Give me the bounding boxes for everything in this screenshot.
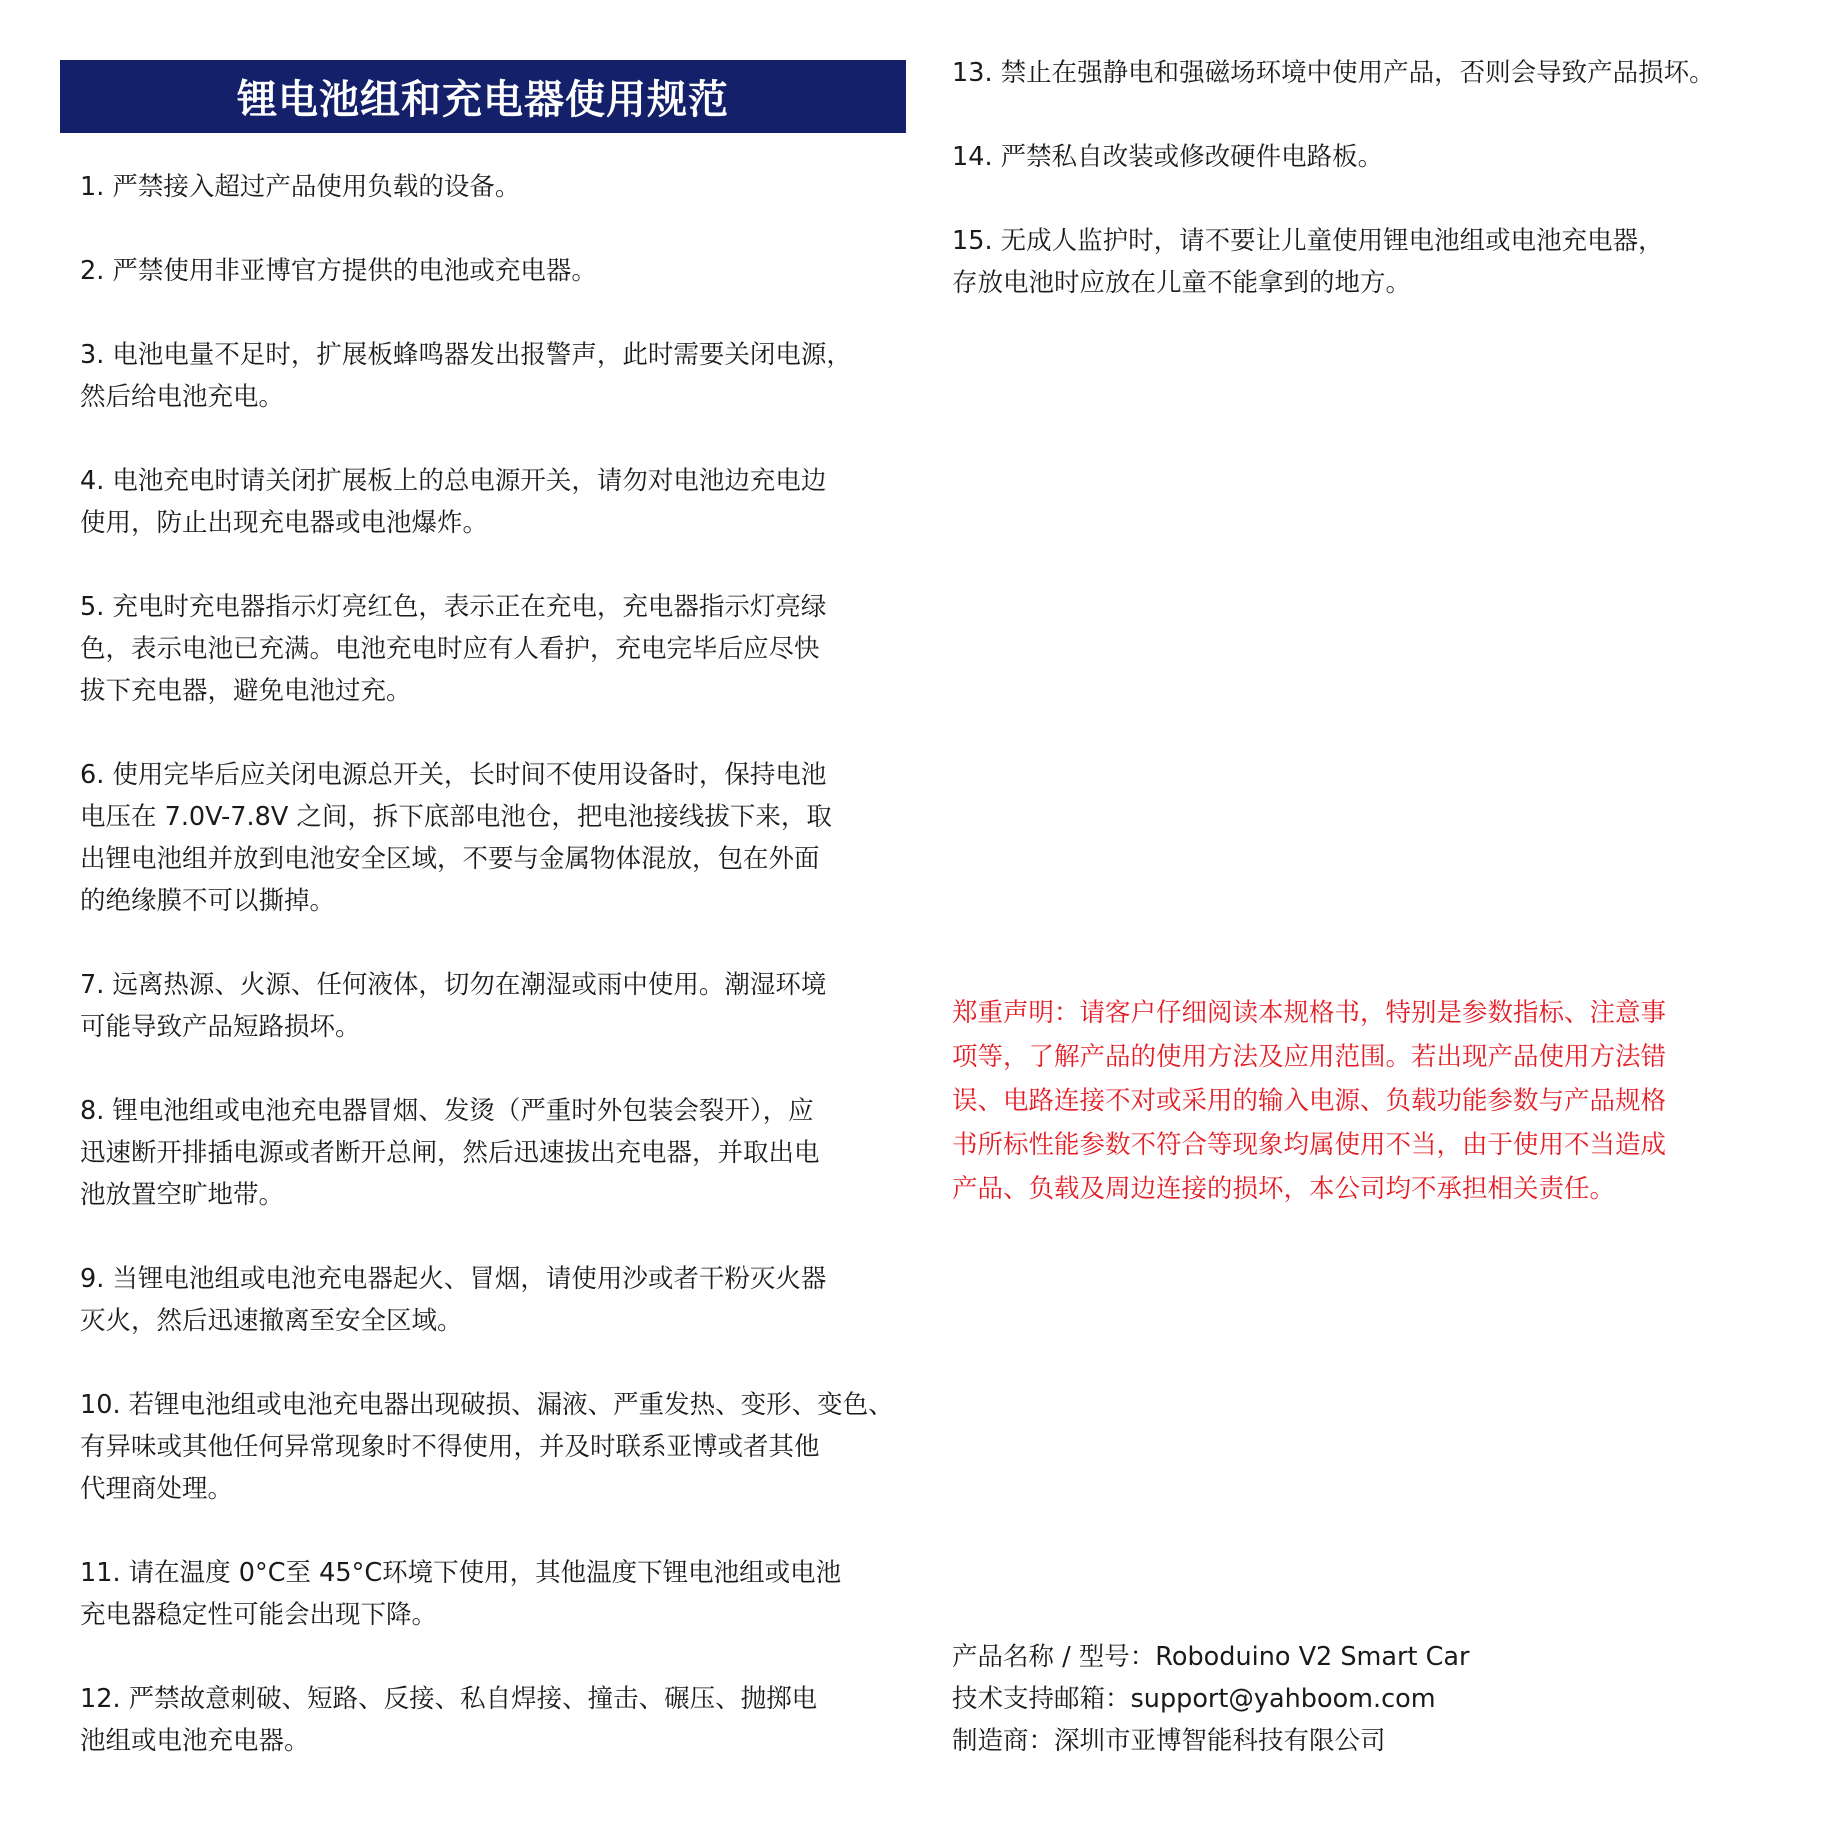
disclaimer-line: 产品、负载及周边连接的损坏，本公司均不承担相关责任。	[952, 1174, 1616, 1204]
rule-item	[80, 1678, 900, 1762]
rule-item	[80, 1258, 900, 1342]
rule-item	[80, 1552, 900, 1636]
rule-item	[952, 52, 1782, 94]
page-title: 锂电池组和充电器使用规范	[237, 77, 729, 123]
rule-line: 5. 充电时充电器指示灯亮红色，表示正在充电，充电器指示灯亮绿	[80, 592, 827, 622]
title-banner	[60, 60, 906, 133]
support-email: 技术支持邮箱：support@yahboom.com	[952, 1684, 1436, 1714]
rule-line: 11. 请在温度 0°C至 45°C环境下使用，其他温度下锂电池组或电池	[80, 1558, 842, 1588]
rule-line: 出锂电池组并放到电池安全区域，不要与金属物体混放，包在外面	[80, 844, 820, 874]
rule-item	[80, 250, 900, 292]
rule-item	[80, 964, 900, 1048]
rule-line: 池组或电池充电器。	[80, 1726, 310, 1756]
product-model: 产品名称 / 型号：Roboduino V2 Smart Car	[952, 1642, 1470, 1672]
rule-line: 使用，防止出现充电器或电池爆炸。	[80, 508, 489, 538]
disclaimer-line: 项等，了解产品的使用方法及应用范围。若出现产品使用方法错	[952, 1042, 1667, 1072]
rule-line: 3. 电池电量不足时，扩展板蜂鸣器发出报警声，此时需要关闭电源，	[80, 340, 852, 370]
rule-item	[80, 1384, 900, 1510]
rule-line: 15. 无成人监护时，请不要让儿童使用锂电池组或电池充电器，	[952, 226, 1664, 256]
rule-item	[952, 136, 1782, 178]
rule-line: 12. 严禁故意刺破、短路、反接、私自焊接、撞击、碾压、抛掷电	[80, 1684, 818, 1714]
rule-item	[952, 220, 1782, 304]
manufacturer: 制造商：深圳市亚博智能科技有限公司	[952, 1726, 1386, 1756]
product-info	[952, 1636, 1782, 1762]
rules-column-left	[80, 166, 900, 1804]
disclaimer-line: 郑重声明：请客户仔细阅读本规格书，特别是参数指标、注意事	[952, 998, 1667, 1028]
disclaimer-line: 书所标性能参数不符合等现象均属使用不当，由于使用不当造成	[952, 1130, 1667, 1160]
rule-line: 14. 严禁私自改装或修改硬件电路板。	[952, 142, 1384, 172]
rule-line: 迅速断开排插电源或者断开总闸，然后迅速拔出充电器，并取出电	[80, 1138, 820, 1168]
rule-line: 6. 使用完毕后应关闭电源总开关，长时间不使用设备时，保持电池	[80, 760, 827, 790]
rule-line: 7. 远离热源、火源、任何液体，切勿在潮湿或雨中使用。潮湿环境	[80, 970, 827, 1000]
rule-item	[80, 586, 900, 712]
rule-item	[80, 334, 900, 418]
rule-line: 代理商处理。	[80, 1474, 234, 1504]
rule-line: 4. 电池充电时请关闭扩展板上的总电源开关，请勿对电池边充电边	[80, 466, 827, 496]
rule-line: 的绝缘膜不可以撕掉。	[80, 886, 336, 916]
rule-line: 1. 严禁接入超过产品使用负载的设备。	[80, 172, 521, 202]
rule-line: 10. 若锂电池组或电池充电器出现破损、漏液、严重发热、变形、变色、	[80, 1390, 894, 1420]
disclaimer-line: 误、电路连接不对或采用的输入电源、负载功能参数与产品规格	[952, 1086, 1667, 1116]
rule-line: 有异味或其他任何异常现象时不得使用，并及时联系亚博或者其他	[80, 1432, 820, 1462]
rule-line: 2. 严禁使用非亚博官方提供的电池或充电器。	[80, 256, 597, 286]
rule-item	[80, 754, 900, 922]
rule-line: 9. 当锂电池组或电池充电器起火、冒烟，请使用沙或者干粉灭火器	[80, 1264, 827, 1294]
rule-line: 灭火，然后迅速撤离至安全区域。	[80, 1306, 463, 1336]
rule-line: 8. 锂电池组或电池充电器冒烟、发烫（严重时外包装会裂开），应	[80, 1096, 814, 1126]
rule-item	[80, 1090, 900, 1216]
rule-line: 可能导致产品短路损坏。	[80, 1012, 361, 1042]
disclaimer-notice	[952, 991, 1782, 1211]
rule-item	[80, 460, 900, 544]
rule-line: 13. 禁止在强静电和强磁场环境中使用产品，否则会导致产品损坏。	[952, 58, 1715, 88]
rule-line: 池放置空旷地带。	[80, 1180, 285, 1210]
rule-line: 电压在 7.0V-7.8V 之间，拆下底部电池仓，把电池接线拔下来，取	[80, 802, 832, 832]
rules-column-right	[952, 52, 1782, 346]
rule-line: 存放电池时应放在儿童不能拿到的地方。	[952, 268, 1412, 298]
rule-line: 然后给电池充电。	[80, 382, 285, 412]
rule-line: 色，表示电池已充满。电池充电时应有人看护，充电完毕后应尽快	[80, 634, 820, 664]
rule-item	[80, 166, 900, 208]
rule-line: 拔下充电器，避免电池过充。	[80, 676, 412, 706]
rule-line: 充电器稳定性可能会出现下降。	[80, 1600, 438, 1630]
